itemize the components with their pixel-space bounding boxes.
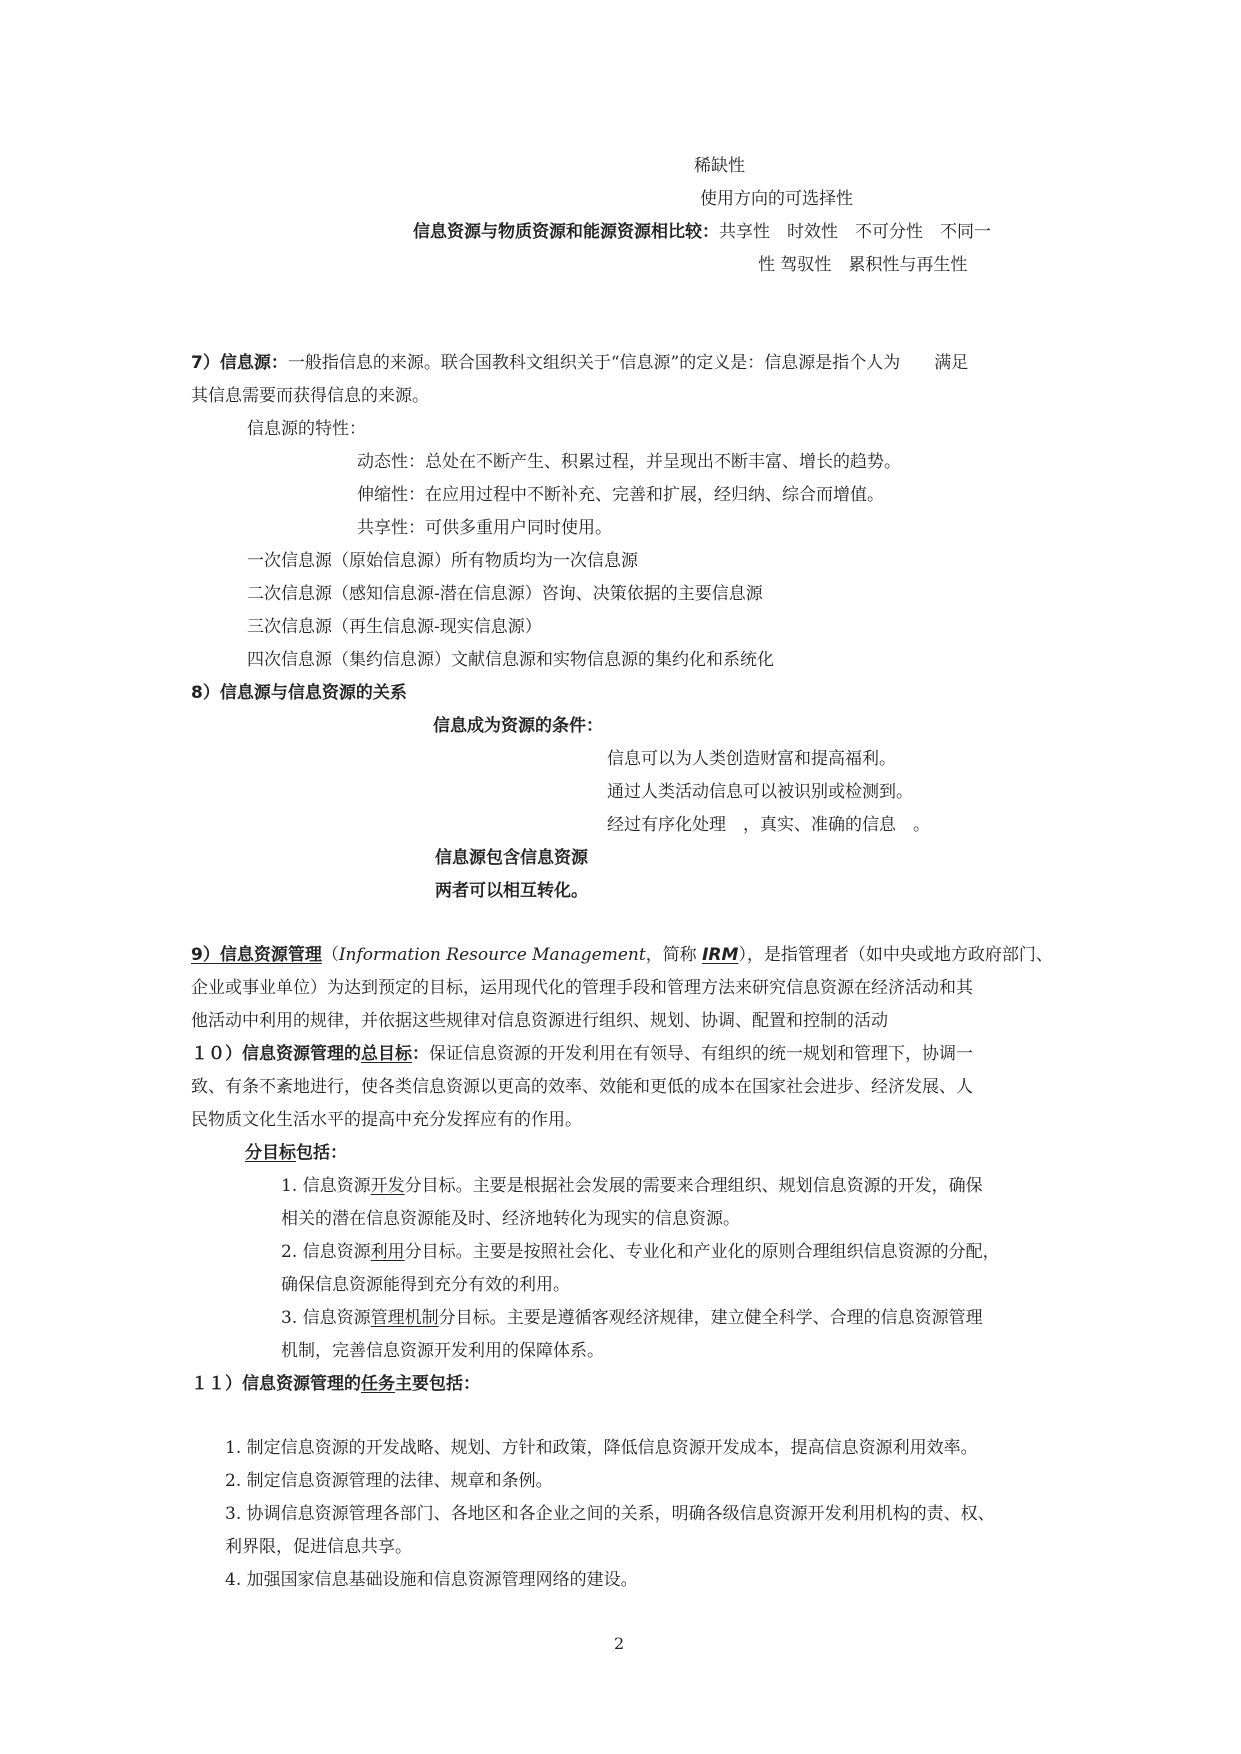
s11-task-4: 4. 加强国家信息基础设施和信息资源管理网络的建设。 [225,1570,638,1590]
selectivity-text: 使用方向的可选择性 [700,189,853,209]
s10-sub-3-post: 分目标。主要是遵循客观经济规律，建立健全科学、合理的信息资源管理 [438,1308,983,1328]
s10-sub-1 [281,1174,983,1198]
s9-line-1 [191,943,1053,967]
s8-cond-1: 信息可以为人类创造财富和提高福利。 [607,749,896,769]
s10-sub-3-cont: 机制，完善信息资源开发利用的保障体系。 [281,1341,604,1361]
s11-heading-task: 任务 [361,1374,395,1394]
s8-cond-3: 经过有序化处理 ，真实、准确的信息 。 [607,815,930,835]
s9-text-3: 他活动中利用的规律，并依据这些规律对信息资源进行组织、规划、协调、配置和控制的活动 [191,1011,888,1031]
s10-sub-1-cont: 相关的潜在信息资源能及时、经济地转化为现实的信息资源。 [281,1209,740,1229]
s11-heading-rest: 主要包括： [395,1374,480,1394]
compare-label: 信息资源与物质资源和能源资源相比较： [413,222,719,242]
s10-sub-2-key: 利用 [370,1242,405,1262]
page-number: 2 [614,1634,625,1653]
s10-sub-1-post: 分目标。主要是根据社会发展的需要来合理组织、规划信息资源的开发，确保 [404,1176,983,1196]
s7-level-1: 一次信息源（原始信息源）所有物质均为一次信息源 [247,551,638,571]
s11-task-3: 3. 协调信息资源管理各部门、各地区和各企业之间的关系，明确各级信息资源开发利用机构的责、权、 [225,1504,995,1524]
s9-abbr: IRM [702,945,739,965]
s9-en-name: Information Resource Management [338,945,646,965]
s10-sub-1-key: 开发 [370,1176,405,1196]
s10-heading-goal: 总目标 [361,1044,412,1064]
s7-heading: 7）信息源： [191,353,288,373]
s10-text-1: 保证信息资源的开发利用在有领导、有组织的统一规划和管理下，协调一 [429,1044,973,1064]
s10-sub-2 [281,1240,1000,1264]
s10-sub-3-pre: 3. 信息资源 [281,1308,371,1328]
s10-sub-3-key: 管理机制 [370,1308,439,1328]
s9-heading: 9）信息资源管理 [191,945,322,965]
s10-heading-a: １０）信息资源管理的 [191,1044,361,1064]
s11-task-3-cont: 利界限，促进信息共享。 [225,1537,412,1557]
s9-abbr-pre: ，简称 [645,945,703,965]
s10-text-2: 致、有条不紊地进行，使各类信息资源以更高的效率、效能和更低的成本在国家社会进步、经济发展、人 [191,1077,973,1097]
compare-line-1 [413,220,991,244]
s7-text-1: 一般指信息的来源。联合国教科文组织关于“信息源”的定义是：信息源是指个人为 满足 [287,353,969,373]
s7-line-1 [191,351,968,375]
s9-text-2: 企业或事业单位）为达到预定的目标，运用现代化的管理手段和管理方法来研究信息资源在经济活动和其 [191,978,973,998]
s10-sub-label-u: 分目标 [245,1143,296,1163]
s8-cond-label: 信息成为资源的条件： [433,716,603,736]
s10-line-1 [191,1042,973,1066]
s10-sub-2-pre: 2. 信息资源 [281,1242,371,1262]
s7-level-2: 二次信息源（感知信息源-潜在信息源）咨询、决策依据的主要信息源 [247,584,763,604]
s11-task-2: 2. 制定信息资源管理的法律、规章和条例。 [225,1471,553,1491]
s11-heading [191,1372,480,1396]
s10-sub-label [245,1141,347,1165]
s10-sub-label-rest: 包括： [296,1143,347,1163]
s10-sub-1-pre: 1. 信息资源 [281,1176,371,1196]
s7-feature-shared: 共享性：可供多重用户同时使用。 [357,518,612,538]
s7-text-2: 其信息需要而获得信息的来源。 [191,386,429,406]
s7-level-3: 三次信息源（再生信息源-现实信息源） [247,617,542,637]
s11-task-1: 1. 制定信息资源的开发战略、规划、方针和政策，降低信息资源开发成本，提高信息资源利用效率。 [225,1438,978,1458]
compare-items-1: 共享性 时效性 不可分性 不同一 [719,222,991,242]
compare-items-2: 性 驾驭性 累积性与再生性 [758,255,968,275]
s8-cond-2: 通过人类活动信息可以被识别或检测到。 [607,782,913,802]
s8-convert: 两者可以相互转化。 [435,881,588,901]
s10-sub-3 [281,1306,983,1330]
s10-sub-2-cont: 确保信息资源能得到充分有效的利用。 [281,1275,570,1295]
s7-level-4: 四次信息源（集约信息源）文献信息源和实物信息源的集约化和系统化 [247,650,774,670]
s10-sub-2-post: 分目标。主要是按照社会化、专业化和产业化的原则合理组织信息资源的分配， [404,1242,1000,1262]
s11-heading-a: １１）信息资源管理的 [191,1374,361,1394]
s10-heading-colon: ： [412,1044,429,1064]
s10-text-3: 民物质文化生活水平的提高中充分发挥应有的作用。 [191,1110,582,1130]
s7-feature-dynamic: 动态性：总处在不断产生、积累过程，并呈现出不断丰富、增长的趋势。 [357,452,901,472]
s7-feature-elastic: 伸缩性：在应用过程中不断补充、完善和扩展，经归纳、综合而增值。 [357,485,884,505]
s8-contains: 信息源包含信息资源 [435,848,588,868]
s7-features-label: 信息源的特性： [247,419,366,439]
scarcity-text: 稀缺性 [694,156,745,176]
s9-paren-open: （ [321,945,339,965]
s8-heading: 8）信息源与信息资源的关系 [191,683,407,703]
s9-text-1: ），是指管理者（如中央或地方政府部门、 [738,945,1053,965]
